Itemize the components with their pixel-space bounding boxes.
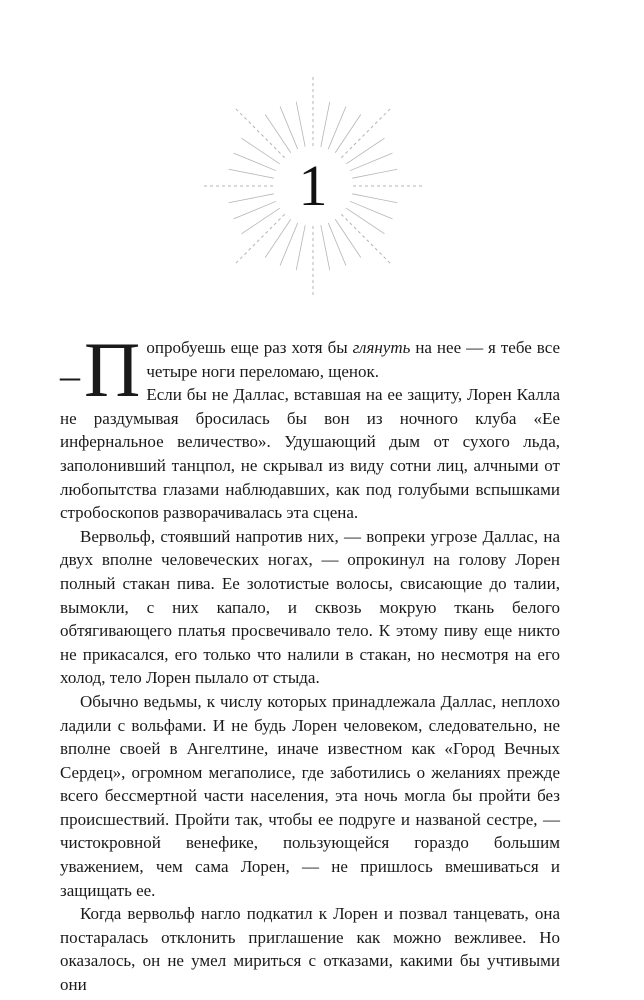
paragraph-1 [60, 326, 560, 525]
paragraph-1-text-a: опробуешь еще раз хотя бы [146, 338, 353, 357]
paragraph-1-text-b: на нее — я тебе все четыре ноги переломаю, щенок. [146, 338, 560, 381]
drop-cap-dash: – [60, 353, 80, 398]
chapter-number: 1 [298, 153, 328, 218]
drop-cap [60, 326, 141, 413]
paragraph-4: Когда вервольф нагло подкатил к Лорен и позвал танцевать, она постаралась отклонить приглашение как можно вежливее. Но оказалось, он не умел мириться с отказами, какими бы учтивыми они [60, 904, 560, 995]
chapter-ornament [199, 72, 427, 300]
paragraph-3: Обычно ведьмы, к числу которых принадлежала Даллас, неплохо ладили с вольфами. И не будь Лорен человеком, следовательно, не вполне своей в Ангелтине, иначе известном как «Город Вечных Сердец», огромном мегаполисе, где заботились о желаниях прежде всего бессмертной части населения, эта ночь могла бы пройти без происшествий. Пройти так, чтобы ее подруге и названой сестре, — чистокровной венефике, пользующейся гораздо большим уважением, чем сама Лорен, — не пришлось вмешиваться и защищать ее. [60, 691, 560, 900]
body-text [60, 326, 560, 997]
paragraph-2: Вервольф, стоявший напротив них, — вопреки угрозе Даллас, на двух вполне человеческих ногах, — опрокинул на голову Лорен полный стакан пива. Ее золотистые волосы, свисающие до талии, вымокли, с них капало, и сквозь мокрую ткань белого обтягивающего платья просвечивало тело. К этому пиву еще никто не прикасался, его только что налили в стакан, но несмотря на его холод, тело Лорен пылало от стыда. [60, 526, 560, 688]
paragraph-1-text-c: Если бы не Даллас, вставшая на ее защиту, Лорен Калла не раздумывая бросилась бы вон из ночного клуба «Ее инфернальное величество». Удушающий дым от сухого льда, заполонивший танцпол, не скрывал из виду сотни лиц, алчными от любопытства глазами наблюдавших, как под голубыми вспышками стробоскопов разворачивалась эта сцена. [60, 385, 560, 523]
paragraph-1-italic: глянуть [352, 338, 411, 357]
drop-cap-letter: П [84, 326, 141, 413]
